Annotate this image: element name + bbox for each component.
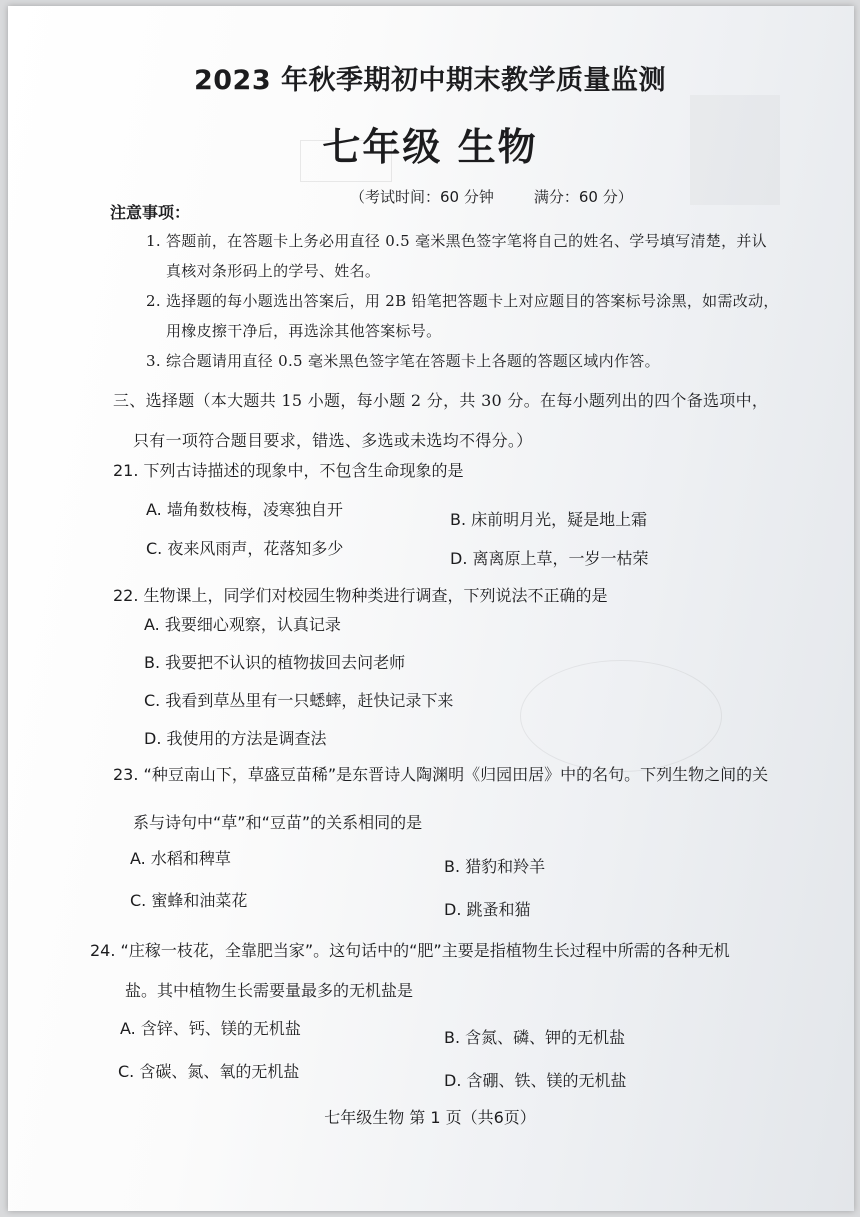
option-d: D. 我使用的方法是调查法 xyxy=(144,729,327,748)
notice-item: 真核对条形码上的学号、姓名。 xyxy=(166,262,381,280)
question-stem: 23. “种豆南山下，草盛豆苗稀”是东晋诗人陶渊明《归园田居》中的名句。下列生物之间的关 xyxy=(113,765,769,784)
notice-item: 1. 答题前，在答题卡上务必用直径 0.5 毫米黑色签字笔将自己的姓名、学号填写清楚，并认 xyxy=(146,232,767,250)
question-stem: 22. 生物课上，同学们对校园生物种类进行调查，下列说法不正确的是 xyxy=(113,586,608,605)
option-d: D. 离离原上草，一岁一枯荣 xyxy=(450,549,649,568)
option-c: C. 含碳、氮、氧的无机盐 xyxy=(118,1062,300,1081)
option-b: B. 床前明月光，疑是地上霜 xyxy=(450,510,648,529)
question-stem: 盐。其中植物生长需要量最多的无机盐是 xyxy=(125,981,414,1000)
exam-subject: 七年级 生物 xyxy=(322,124,538,169)
exam-score: 满分：60 分） xyxy=(533,188,633,206)
exam-info xyxy=(350,186,633,207)
option-b: B. 我要把不认识的植物拔回去问老师 xyxy=(144,653,406,672)
section-heading: 三、选择题（本大题共 15 小题，每小题 2 分，共 30 分。在每小题列出的四个备选项中， xyxy=(113,391,769,410)
show-through-figure xyxy=(520,660,722,772)
exam-time: （考试时间：60 分钟 xyxy=(350,188,494,206)
page-footer: 七年级生物 第 1 页（共6页） xyxy=(324,1108,536,1127)
option-a: A. 我要细心观察，认真记录 xyxy=(144,615,341,634)
section-heading: 只有一项符合题目要求，错选、多选或未选均不得分。） xyxy=(133,431,533,450)
option-a: A. 含锌、钙、镁的无机盐 xyxy=(120,1019,301,1038)
option-c: C. 我看到草丛里有一只蟋蟀，赶快记录下来 xyxy=(144,691,454,710)
notice-item: 用橡皮擦干净后，再选涂其他答案标号。 xyxy=(166,322,442,340)
exam-title: 2023 年秋季期初中期末教学质量监测 xyxy=(193,65,667,96)
question-stem: 系与诗句中“草”和“豆苗”的关系相同的是 xyxy=(133,813,423,832)
option-a: A. 墙角数枝梅，凌寒独自开 xyxy=(146,500,343,519)
option-b: B. 猎豹和羚羊 xyxy=(444,857,546,876)
notice-item: 3. 综合题请用直径 0.5 毫米黑色签字笔在答题卡上各题的答题区域内作答。 xyxy=(146,352,660,370)
option-d: D. 含硼、铁、镁的无机盐 xyxy=(444,1071,627,1090)
option-d: D. 跳蚤和猫 xyxy=(444,900,531,919)
option-a: A. 水稻和稗草 xyxy=(130,849,231,868)
option-b: B. 含氮、磷、钾的无机盐 xyxy=(444,1028,626,1047)
notice-title: 注意事项： xyxy=(110,203,191,222)
notice-item: 2. 选择题的每小题选出答案后，用 2B 铅笔把答题卡上对应题目的答案标号涂黑，如需改动， xyxy=(146,292,779,310)
option-c: C. 夜来风雨声，花落知多少 xyxy=(146,539,344,558)
option-c: C. 蜜蜂和油菜花 xyxy=(130,891,248,910)
question-stem: 21. 下列古诗描述的现象中，不包含生命现象的是 xyxy=(113,461,464,480)
question-stem: 24. “庄稼一枝花，全靠肥当家”。这句话中的“肥”主要是指植物生长过程中所需的各种无机 xyxy=(90,941,730,960)
